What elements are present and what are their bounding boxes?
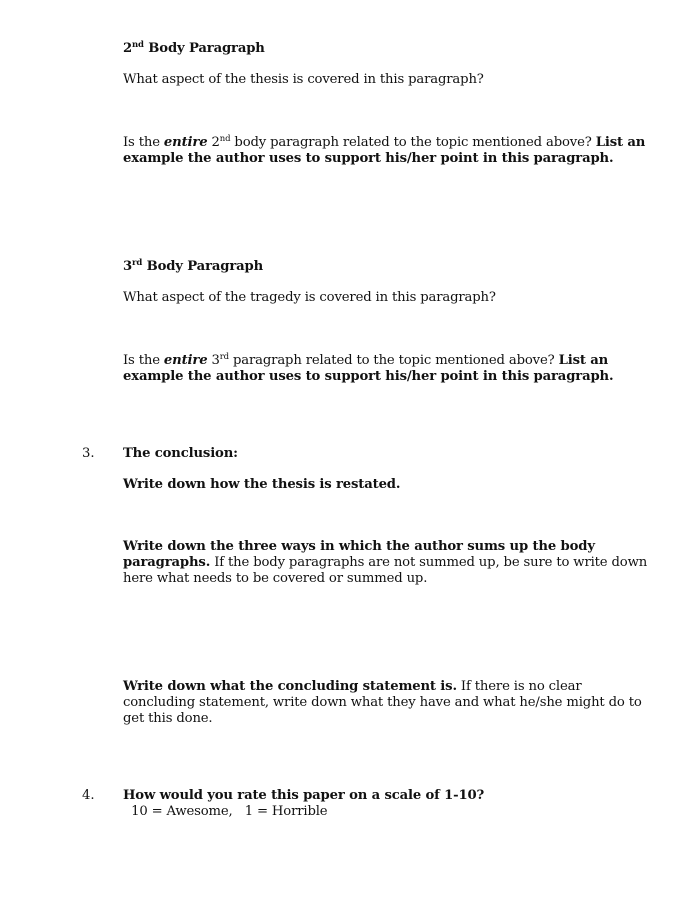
body2-q-ord-sup: nd: [219, 134, 231, 144]
section3-number: 3.: [82, 446, 95, 461]
body3-q-ord-sup: rd: [219, 352, 229, 362]
body2-q-emphasis: entire: [163, 135, 208, 150]
body2-entire-question: [123, 135, 648, 167]
body3-q-ord-num: 3: [207, 353, 220, 368]
section3-concl-plain: If there is no clear concluding statement, write down what they have and what he/she might do to get this done.: [123, 679, 642, 726]
body3-q-bold: List an example the author uses to support his/her point in this paragraph.: [123, 353, 614, 384]
body2-q-prefix: Is the: [123, 135, 164, 150]
body3-q-emphasis: entire: [163, 353, 208, 368]
body3-entire-question: [123, 353, 648, 385]
body2-heading: [123, 41, 648, 57]
section3-restated-prompt: Write down how the thesis is restated.: [123, 477, 401, 492]
section3-concl-bold: Write down what the concluding statement is.: [123, 679, 457, 694]
section4-question-bold: How would you rate this paper on a scale of 1-10?: [123, 788, 485, 803]
section3-title: The conclusion:: [123, 446, 238, 461]
body2-heading-text: Body Paragraph: [143, 41, 265, 56]
section4-scale-note: 10 = Awesome, 1 = Horrible: [123, 804, 328, 819]
section4-number: 4.: [82, 788, 95, 803]
section3-concluding-prompt: [123, 679, 648, 727]
body2-q-rest: body paragraph related to the topic mentioned above?: [230, 135, 596, 150]
body3-heading-sup: rd: [132, 258, 143, 268]
section3-sums-plain: If the body paragraphs are not summed up, be sure to write down here what needs to be covered or summed up.: [123, 555, 648, 586]
section4-rating-question: [123, 788, 683, 820]
body2-q-ord-num: 2: [207, 135, 220, 150]
section3-sums-prompt: [123, 539, 648, 587]
body3-aspect-question: What aspect of the tragedy is covered in this paragraph?: [123, 290, 496, 305]
body2-aspect-question: What aspect of the thesis is covered in this paragraph?: [123, 72, 484, 87]
body3-heading-text: Body Paragraph: [142, 259, 264, 274]
body3-heading-num: 3: [123, 259, 133, 274]
section3-sums-bold: Write down the three ways in which the author sums up the body paragraphs.: [123, 539, 595, 570]
body3-q-prefix: Is the: [123, 353, 164, 368]
body2-heading-sup: nd: [132, 40, 144, 50]
body3-heading: [123, 259, 648, 275]
body2-q-bold: List an example the author uses to support his/her point in this paragraph.: [123, 135, 646, 166]
body3-q-rest: paragraph related to the topic mentioned above?: [228, 353, 559, 368]
body2-heading-num: 2: [123, 41, 133, 56]
